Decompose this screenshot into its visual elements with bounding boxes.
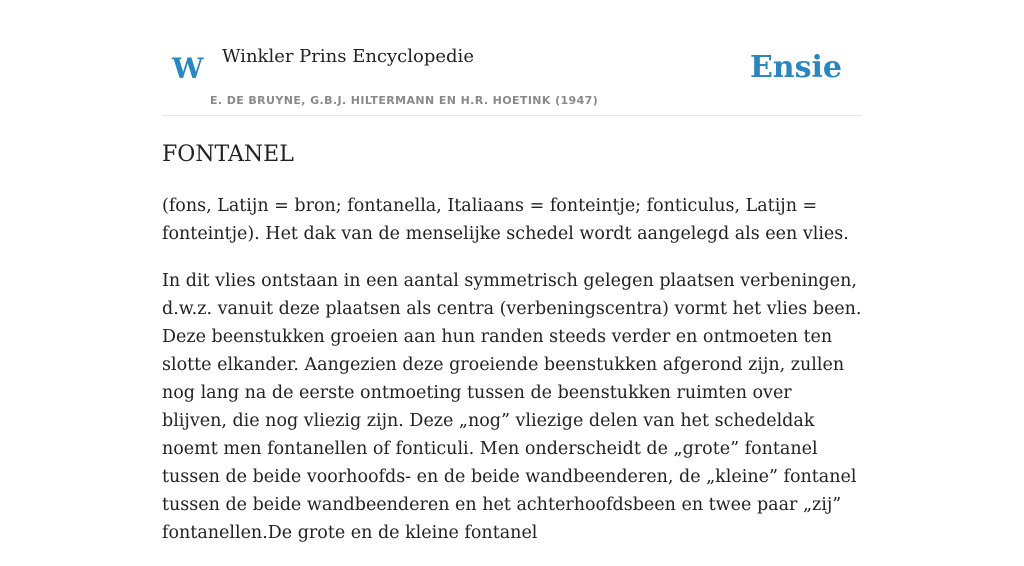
- encyclopedia-title[interactable]: Winkler Prins Encyclopedie: [222, 46, 474, 67]
- article-title: FONTANEL: [162, 142, 294, 167]
- ensie-logo[interactable]: Ensie: [749, 50, 842, 85]
- article-paragraph: (fons, Latijn = bron; fontanella, Italiaans = fonteintje; fonticulus, Latijn = fonteintje). Het dak van de menselijke schedel wordt aangelegd als een vlies.: [162, 196, 849, 244]
- authors-line: E. DE BRUYNE, G.B.J. HILTERMANN EN H.R. HOETINK (1947): [210, 94, 599, 107]
- site-header: [162, 40, 862, 116]
- winkler-prins-logo-icon[interactable]: W: [172, 52, 204, 85]
- article: [162, 138, 862, 566]
- article-paragraph: In dit vlies ontstaan in een aantal symmetrisch gelegen plaatsen verbeningen, d.w.z. vanuit deze plaatsen als centra (verbeningscentra) vormt het vlies been. Deze beenstukken groeien aan hun randen steeds verder en ontmoeten ten slotte elkander. Aangezien deze groeiende beenstukken afgerond zijn, zullen nog lang na de eerste ontmoeting tussen de beenstukken ruimten over blijven, die nog vliezig zijn. Deze „nog” vliezige delen van het schedeldak noemt men fontanellen of fonticuli. Men onderscheidt de „grote” fontanel tussen de beide voorhoofds- en de beide wandbeenderen, de „kleine” fontanel tussen de beide wandbeenderen en het achterhoofdsbeen en twee paar „zij” fontanellen.De grote en de kleine fontanel: [162, 271, 862, 543]
